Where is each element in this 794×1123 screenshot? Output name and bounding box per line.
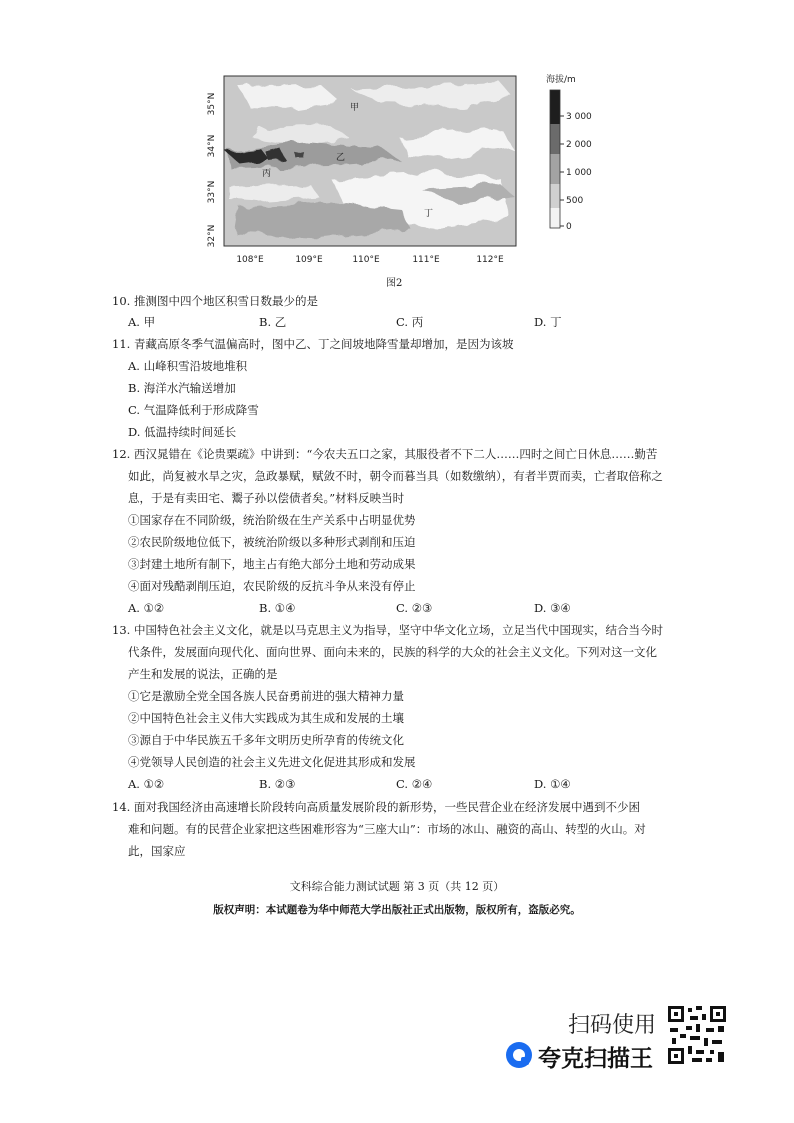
option: C. ②③ [396,601,433,615]
option: B. ①④ [259,601,296,615]
lat-label: 35°N [207,92,217,116]
legend-tick: 500 [566,196,584,206]
question-12-stem: 12. 西汉晁错在《论贵粟疏》中讲到：“今农夫五口之家，其服役者不下二人……四时之间亡日休息……勤苦 [112,447,658,461]
question-10-stem: 10. 推测图中四个地区积雪日数最少的是 [112,294,318,308]
lat-label: 34°N [207,134,217,158]
question-14-stem: 难和问题。有的民营企业家把这些困难形容为“三座大山”：市场的冰山、融资的高山、转型的火山。对 [128,822,646,836]
option: B. 海洋水汽输送增加 [128,381,236,395]
legend-title: 海拔/m [546,75,576,85]
question-12-statement: ④面对残酷剥削压迫，农民阶级的反抗斗争从来没有停止 [128,579,416,593]
figure-caption: 图2 [386,278,403,289]
lon-label: 108°E [236,255,264,265]
option: A. 山峰积雪沿坡地堆积 [128,359,248,373]
scan-label: 扫码使用 [568,1013,657,1038]
place-label-yi: 乙 [336,153,346,163]
question-12-statement: ③封建土地所有制下，地主占有绝大部分土地和劳动成果 [128,557,416,571]
question-12-statement: ①国家存在不同阶级，统治阶级在生产关系中占明显优势 [128,513,416,527]
option: B. 乙 [259,315,287,329]
option: D. ①④ [534,777,571,791]
lat-label: 32°N [207,224,217,248]
option: B. ②③ [259,777,296,791]
question-14-stem: 14. 面对我国经济由高速增长阶段转向高质量发展阶段的新形势，一些民营企业在经济发展中遇到不少困 [112,800,640,814]
page-number-line: 文科综合能力测试试题 第 3 页（共 12 页） [289,880,505,893]
question-13-stem: 13. 中国特色社会主义文化，就是以马克思主义为指导，坚守中华文化立场，立足当代中国现实，结合当今时 [112,623,663,637]
legend-tick: 3 000 [566,112,592,122]
lon-label: 110°E [352,255,380,265]
quark-logo-icon [506,1042,532,1068]
lon-label: 109°E [295,255,323,265]
legend-tick: 1 000 [566,168,592,178]
lat-label: 33°N [207,180,217,204]
option: A. 甲 [128,315,156,329]
question-13-statement: ④党领导人民创造的社会主义先进文化促进其形成和发展 [128,755,416,769]
legend-tick: 2 000 [566,140,592,150]
question-11-stem: 11. 青藏高原冬季气温偏高时，图中乙、丁之间坡地降雪量却增加，是因为该坡 [112,337,514,351]
question-13-stem: 产生和发展的说法，正确的是 [128,667,278,681]
question-13-stem: 代条件，发展面向现代化、面向世界、面向未来的，民族的科学的大众的社会主义文化。下列对这一文化 [128,645,657,659]
option: C. 气温降低利于形成降雪 [128,403,259,417]
app-name: 夸克扫描王 [538,1046,653,1072]
copyright-notice: 版权声明：本试题卷为华中师范大学出版社正式出版物，版权所有，盗版必究。 [213,904,581,916]
place-label-jia: 甲 [350,103,360,113]
option: A. ①② [128,777,165,791]
legend-tick: 0 [566,222,572,232]
place-label-bing: 丙 [262,169,272,179]
question-13-statement: ②中国特色社会主义伟大实践成为其生成和发展的土壤 [128,711,404,725]
option: C. ②④ [396,777,433,791]
option: D. 低温持续时间延长 [128,425,237,439]
place-label-ding: 丁 [424,209,434,219]
question-13-statement: ①它是激励全党全国各族人民奋勇前进的强大精神力量 [128,689,404,703]
question-13-statement: ③源自于中华民族五千多年文明历史所孕育的传统文化 [128,733,404,747]
option: D. 丁 [534,315,562,329]
qr-code-icon[interactable] [666,1004,728,1066]
question-12-stem: 如此，尚复被水旱之灾，急政暴赋，赋敛不时，朝令而暮当具（如数缴纳），有者半贾而卖，亡者取倍称之 [128,469,663,483]
lon-label: 111°E [412,255,440,265]
option: C. 丙 [396,315,424,329]
question-12-stem: 息，于是有卖田宅、鬻子孙以偿债者矣。”材料反映当时 [128,491,405,505]
option: A. ①② [128,601,165,615]
elevation-map-figure [200,68,600,270]
question-12-statement: ②农民阶级地位低下，被统治阶级以多种形式剥削和压迫 [128,535,416,549]
option: D. ③④ [534,601,571,615]
lon-label: 112°E [476,255,504,265]
question-14-stem: 此，国家应 [128,844,186,858]
